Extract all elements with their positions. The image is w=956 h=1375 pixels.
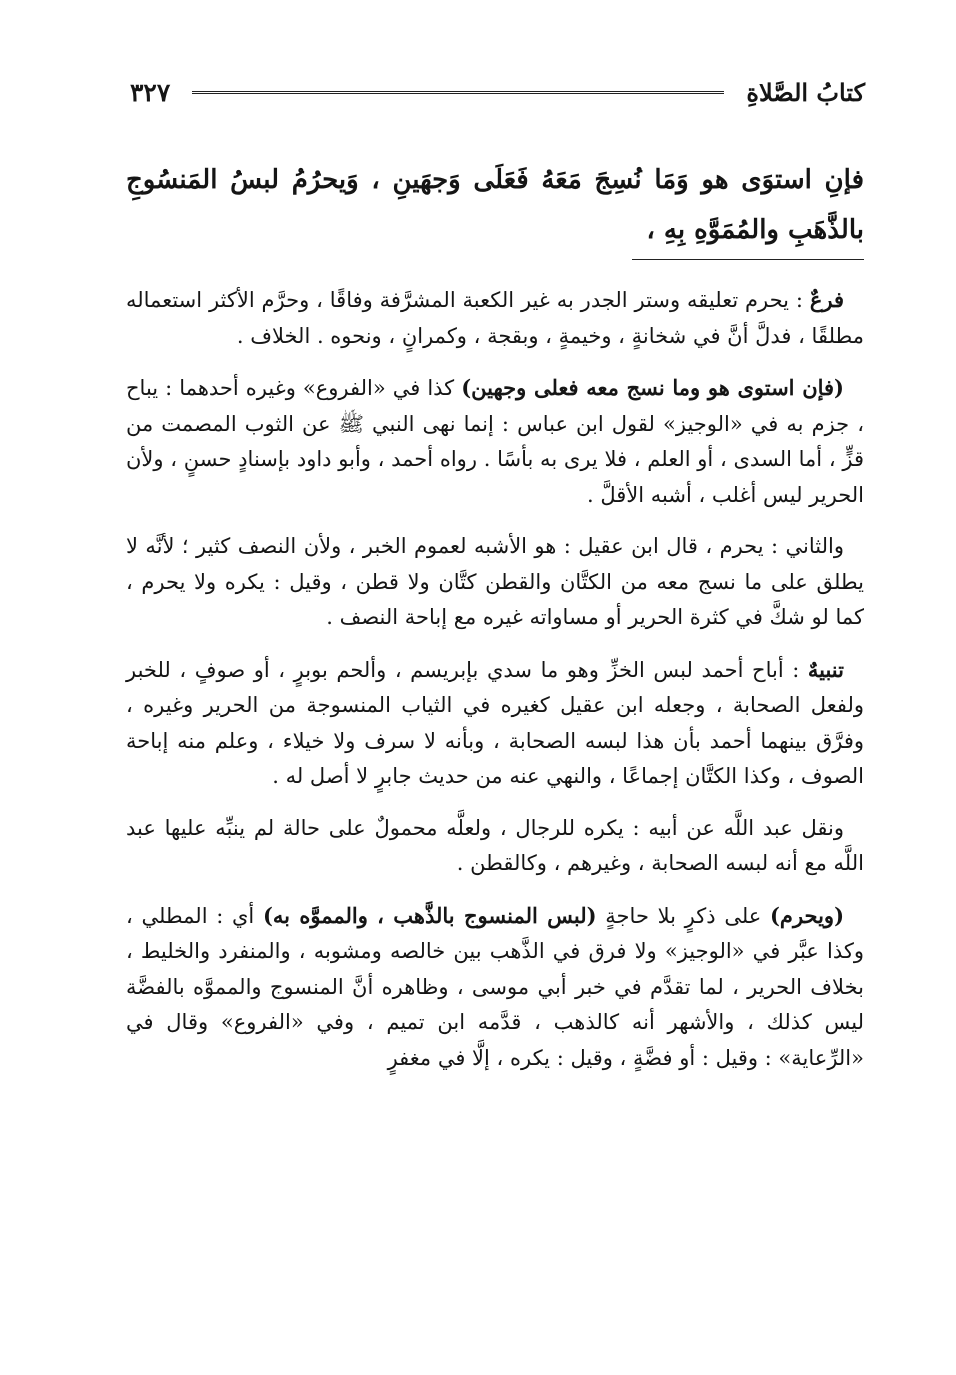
- header-rule: [192, 91, 724, 94]
- matn-text: فإنِ استوَى هو وَمَا نُسِجَ مَعَهُ فَعَلَى وَجهَينِ ، وَيحرُمُ لبسُ المَنسُوجِ بالذَّهَبِ والمُمَوَّهِ بِهِ ،: [126, 165, 864, 245]
- tanbih-heading: تنبيهٌ: [807, 656, 844, 682]
- paragraph-abdullah: [126, 811, 864, 882]
- quoted-matn: (لبس المنسوج بالذَّهب ، والمموَّه به): [262, 902, 597, 928]
- paragraph-second-view: [126, 529, 864, 636]
- book-title: كتابُ الصَّلاةِ: [746, 77, 865, 107]
- paragraph-text: على ذكرٍ بلا حاجةٍ: [596, 903, 770, 928]
- paragraph-yahrum: [126, 898, 864, 1077]
- paragraph-text: ونقل عبد اللَّه عن أبيه : يكره للرجال ، ولعلَّه محمولٌ على حالة لم ينبِّه عليها عبد اللَّه مع أنه لبسه الصحابة ، وغيرهم ، وكالقطن .: [126, 815, 864, 875]
- matn-separator: [632, 259, 864, 260]
- paragraph-istawa: [126, 370, 864, 513]
- page-number: ٣٢٧: [130, 77, 171, 107]
- paragraph-text: كذا في «الفروع» وغيره أحدهما : يباح ، جزم به في «الوجيز» لقول ابن عباس : إنما نهى النبي ﷺ عن الثوب المصمت من قزٍّ ، أما السدى ، أو العلم ، فلا يرى به بأسًا . رواه أحمد ، وأبو داود بإسنادٍ حسنٍ ، ولأن الحرير ليس أغلب ، أشبه الأقلَّ .: [126, 376, 864, 507]
- far-heading: فرعٌ: [809, 287, 844, 312]
- paragraph-text: : يحرم تعليقه وستر الجدر به غير الكعبة المشرَّفة وفاقًا ، وحرَّم الأكثر استعماله مطلقًا ، فدلَّ أنَّ في شخانةٍ ، وخيمةٍ ، وبقجة ، وكمرانٍ ، ونحوه . الخلاف .: [126, 288, 864, 348]
- quoted-matn: (فإن استوى هو وما نسج معه فعلى وجهين): [461, 375, 844, 400]
- running-header: [130, 72, 865, 112]
- quoted-matn: (ويحرم): [770, 902, 845, 928]
- paragraph-text: : أباح أحمد لبس الخزِّ وهو ما سدي بإبريسم ، وألحم بوبرٍ ، أو صوفٍ ، للخبر ولفعل الصحابة ، وجعله ابن عقيل كغيره في الثياب المنسوجة من الحرير وغيره ، وفرَّق بينهما أحمد بأن هذا لبسه الصحابة ، وبأنه لا سرف ولا خيلاء ، وعلم منه إباحة الصوف ، وكذا الكتَّان إجماعًا ، والنهي عنه من حديث جابرٍ لا أصل له .: [126, 657, 864, 788]
- paragraph-far: [126, 282, 864, 354]
- paragraph-tanbih: [126, 652, 864, 795]
- paragraph-text: والثاني : يحرم ، قال ابن عقيل : هو الأشبه لعموم الخبر ، ولأن النصف كثير ؛ لأنَّه لا يطلق على ما نسج معه من الكتَّان والقطن كتَّان ولا قطن ، وقيل : يكره ولا يحرم ، كما لو شكَّ في كثرة الحرير أو مساواته غيره مع إباحة النصف .: [126, 534, 864, 629]
- paragraph-text: أي : المطلي ، وكذا عبَّر في «الوجيز» ولا فرق في الذَّهب بين خالصه ومشوبه ، والمنفرد والخليط ، بخلاف الحرير ، لما تقدَّم في خبر أبي موسى ، وظاهره أنَّ المنسوج والمموَّه بالفضَّة ليس كذلك ، والأشهر أنه كالذهب ، قدَّمه ابن تميم ، وفي «الفروع» وقال في «الرِّعاية» : وقيل : أو فضَّةٍ ، وقيل : يكره ، إلَّا في مغفرٍ: [126, 903, 864, 1070]
- commentary: [126, 282, 864, 1092]
